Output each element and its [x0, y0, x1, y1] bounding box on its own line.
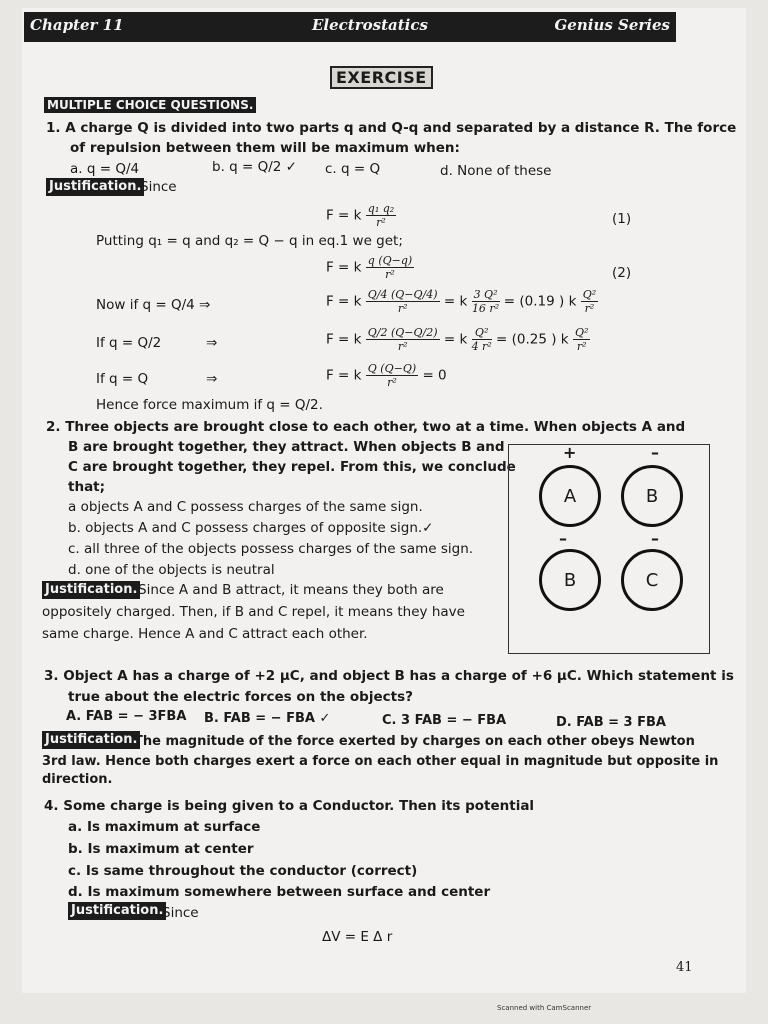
object-b-circle: B — [621, 465, 683, 527]
q3-option-b: B. FAB = − FBA ✓ — [204, 711, 331, 726]
q3-line1: 3. Object A has a charge of +2 μC, and object B has a charge of +6 μC. Which statement is — [44, 668, 734, 684]
q1-option-a: a. q = Q/4 — [70, 161, 140, 177]
object-b-circle: B — [539, 549, 601, 611]
q1-line2: of repulsion between them will be maximum when: — [70, 140, 460, 156]
q1-option-b: b. q = Q/2 ✓ — [212, 159, 297, 175]
q1-case2-label: If q = Q/2 — [96, 335, 162, 351]
q1-option-d: d. None of these — [440, 163, 552, 179]
plus-sign: + — [563, 443, 577, 462]
q2-just3: same charge. Hence A and C attract each other. — [42, 626, 368, 642]
q3-just3: direction. — [42, 772, 113, 787]
scanner-footer: Scanned with CamScanner — [497, 1004, 592, 1012]
q1-case3-label: If q = Q — [96, 371, 149, 387]
q4-since: Since — [162, 905, 199, 921]
minus-sign: – — [651, 529, 659, 548]
q1-eq2-tag: (2) — [612, 265, 632, 281]
page-header — [24, 12, 676, 42]
q1-since: Since — [140, 179, 177, 195]
q2-option-b: b. objects A and C possess charges of opposite sign.✓ — [68, 520, 434, 536]
q2-option-c: c. all three of the objects possess charges of the same sign. — [68, 541, 474, 557]
q4-option-a: a. Is maximum at surface — [68, 819, 261, 835]
subject-label: Electrostatics — [312, 16, 428, 34]
q3-line2: true about the electric forces on the objects? — [68, 689, 413, 705]
q1-line1: 1. A charge Q is divided into two parts q and Q-q and separated by a distance R. The force — [46, 120, 737, 136]
minus-sign: – — [651, 443, 659, 462]
q2-justification-label: Justification. — [42, 581, 140, 599]
q2-just2: oppositely charged. Then, if B and C repel, it means they have — [42, 604, 465, 620]
q4-option-b: b. Is maximum at center — [68, 841, 254, 857]
q4-option-d: d. Is maximum somewhere between surface and center — [68, 884, 491, 900]
q2-line4: that; — [68, 479, 106, 495]
q2-option-d: d. one of the objects is neutral — [68, 562, 275, 578]
q2-option-a: a objects A and C possess charges of the same sign. — [68, 499, 423, 515]
q2-just1: Since A and B attract, it means they both are — [138, 582, 444, 598]
q1-case3-eq: F = k $\frac{Q (Q-Q)}{\text{r²}}$ = 0 — [326, 362, 447, 389]
q1-conclusion: Hence force maximum if q = Q/2. — [96, 397, 323, 413]
q2-line3: C are brought together, they repel. From this, we conclude — [68, 459, 516, 475]
q3-just1: The magnitude of the force exerted by charges on each other obeys Newton — [134, 734, 695, 749]
q1-case1-eq: F = k $\frac{Q/4 (Q-Q/4)}{\text{r²}}$ = k $\frac{\text{3 Q²}}{\text{16 r²}}$ = (0.19 ) k $\frac{\text{Q²}}{\text{r²}}$ — [326, 288, 597, 315]
q1-case2-eq: F = k $\frac{Q/2 (Q-Q/2)}{\text{r²}}$ = k $\frac{\text{Q²}}{\text{4 r²}}$ = (0.25 ) k $\frac{\text{Q²}}{\text{r²}}$ — [326, 326, 589, 353]
chapter-label: Chapter 11 — [30, 16, 124, 34]
q4-option-c: c. Is same throughout the conductor (correct) — [68, 863, 418, 879]
q1-option-c: c. q = Q — [325, 161, 381, 177]
q3-just2: 3rd law. Hence both charges exert a force on each other equal in magnitude but opposite in — [42, 754, 719, 769]
q1-justification-label: Justification. — [46, 178, 144, 196]
mcq-heading: MULTIPLE CHOICE QUESTIONS. — [44, 97, 256, 113]
q1-case3-arrow: ⇒ — [206, 371, 218, 387]
q4-line1: 4. Some charge is being given to a Conductor. Then its potential — [44, 798, 535, 814]
q3-option-a: A. FAB = − 3FBA — [66, 709, 187, 724]
minus-sign: – — [559, 529, 567, 548]
series-label: Genius Series — [554, 16, 670, 34]
q1-putting: Putting q₁ = q and q₂ = Q − q in eq.1 we get; — [96, 233, 403, 249]
exercise-title: EXERCISE — [330, 66, 433, 89]
q1-eq1: F = k $\frac{\text{q₁ q₂}}{\text{r²}}$ — [326, 202, 395, 229]
page-number: 41 — [676, 960, 693, 975]
q1-case2-arrow: ⇒ — [206, 335, 218, 351]
q2-line1: 2. Three objects are brought close to each other, two at a time. When objects A and — [46, 419, 686, 435]
q1-eq1-tag: (1) — [612, 211, 632, 227]
q2-line2: B are brought together, they attract. When objects B and — [68, 439, 505, 455]
q3-option-d: D. FAB = 3 FBA — [556, 715, 666, 730]
q4-justification-label: Justification. — [68, 902, 166, 920]
charge-diagram — [508, 444, 710, 654]
q1-eq2: F = k $\frac{q (Q-q)}{\text{r²}}$ — [326, 254, 413, 281]
q4-equation: ΔV = E Δ r — [322, 929, 393, 945]
object-a-circle: A — [539, 465, 601, 527]
q3-justification-label: Justification. — [42, 731, 140, 749]
object-c-circle: C — [621, 549, 683, 611]
q3-option-c: C. 3 FAB = − FBA — [382, 713, 507, 728]
q1-case1-label: Now if q = Q/4 ⇒ — [96, 297, 211, 313]
